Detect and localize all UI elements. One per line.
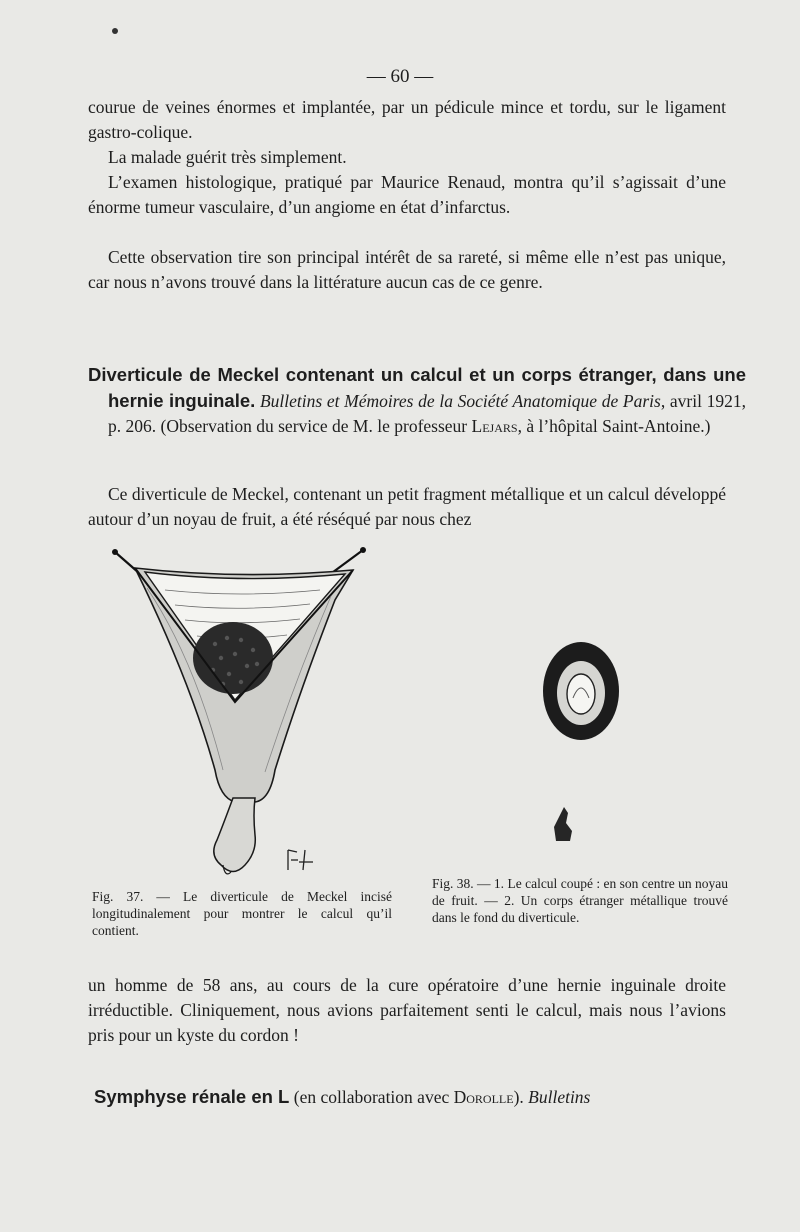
paragraph-diverticulum: Ce diverticule de Meckel, contenant un petit fragment métallique et un calcul développé autour d’un noyau de fruit, a été réséqué par nous chez xyxy=(88,484,726,529)
reference-journal: Bulletins et Mémoires de la Société Anatomique de Paris xyxy=(259,391,661,411)
figure-37-illustration xyxy=(105,540,380,885)
reference-author: Lejars xyxy=(471,416,518,436)
paragraph-histology: L’examen histologique, pratiqué par Maurice Renaud, montra qu’il s’agissait d’une énorme tumeur vasculaire, d’un angiome en état d’infarctus. xyxy=(88,172,726,217)
figure-37-caption: Fig. 37. — Le diverticule de Meckel incisé longitudinalement pour montrer le calcul qu’il contient. xyxy=(92,889,392,938)
section-title-symphyse: Symphyse rénale en L xyxy=(94,1086,290,1107)
collab-suffix: ). xyxy=(513,1087,529,1107)
ink-speck xyxy=(112,28,118,34)
paragraph-case: un homme de 58 ans, au cours de la cure opératoire d’une hernie inguinale droite irréductible. Cliniquement, nous avions parfaitement senti le calcul, mais nous l’avions pris pour un kyste du cordon ! xyxy=(88,975,726,1045)
figure-38-caption: Fig. 38. — 1. Le calcul coupé : en son centre un noyau de fruit. — 2. Un corps étranger métallique trouvé dans le fond du diverticule. xyxy=(432,876,728,925)
figure-38-metal-fragment xyxy=(550,805,576,845)
collab-prefix: (en collaboration avec xyxy=(289,1087,454,1107)
paragraph-observation: Cette observation tire son principal intérêt de sa rareté, si même elle n’est pas unique, car nous n’avons trouvé dans la littérature aucun cas de ce genre. xyxy=(88,247,726,292)
collab-name: Dorolle xyxy=(453,1087,514,1107)
reference-date: , avril 1921, p. 206. (Observation du service de M. le professeur xyxy=(108,391,746,436)
reference-place: , à l’hôpital Saint-Antoine.) xyxy=(517,416,711,436)
figure-38-calculus-section xyxy=(538,638,624,744)
page-number: — 60 — xyxy=(366,66,434,87)
paragraph-outcome: La malade guérit très simplement. xyxy=(108,147,347,167)
section-heading-symphyse xyxy=(94,1084,728,1110)
paragraph-continuation: courue de veines énormes et implantée, par un pédicule mince et tordu, sur le ligament gastro-colique. xyxy=(88,97,726,142)
section-heading-meckel: Diverticule de Meckel contenant un calcul et un corps étranger, dans une hernie inguinale. Bulletins et Mémoires de la Société Anatomique de Paris, avril 1921, p. 206. (Observation du service de M. le professeur Lejars, à l’hôpital Saint-Antoine.) xyxy=(88,364,746,436)
section-title: Diverticule de Meckel contenant un calcul et un corps étranger, dans une hernie inguinale xyxy=(88,364,746,411)
section2-journal: Bulletins xyxy=(528,1087,591,1107)
